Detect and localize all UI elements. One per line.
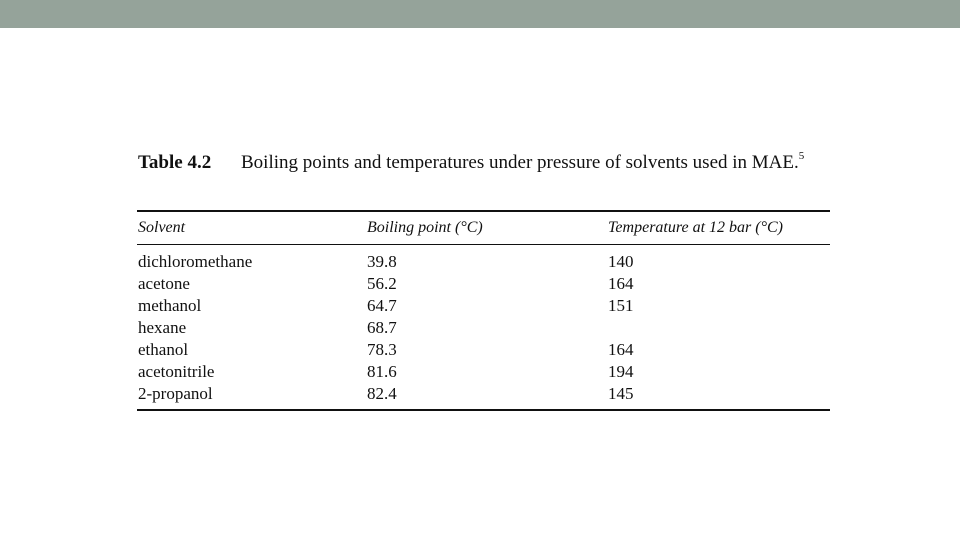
cell-solvent: methanol: [138, 296, 202, 315]
cell-solvent: acetone: [138, 274, 190, 293]
header-temperature-12-bar: Temperature at 12 bar (°C): [608, 219, 783, 236]
table-header-rule: [137, 244, 830, 245]
table-header-row: [137, 216, 830, 240]
cell-temperature: 145: [608, 384, 634, 403]
table-bottom-rule: [137, 409, 830, 411]
table-row: [137, 383, 830, 405]
cell-solvent: acetonitrile: [138, 362, 215, 381]
cell-temperature: 164: [608, 274, 634, 293]
header-boiling-point: Boiling point (°C): [367, 219, 483, 236]
cell-solvent: hexane: [138, 318, 187, 337]
table-row: [137, 361, 830, 383]
header-solvent: Solvent: [138, 219, 186, 236]
cell-temperature: 151: [608, 296, 634, 315]
cell-boiling-point: 81.6: [367, 362, 397, 381]
cell-boiling-point: 64.7: [367, 296, 397, 315]
cell-solvent: ethanol: [138, 340, 189, 359]
table-row: [137, 251, 830, 273]
table-top-rule: [137, 210, 830, 212]
table-row: [137, 317, 830, 339]
cell-temperature: 140: [608, 252, 634, 271]
cell-temperature: 164: [608, 340, 634, 359]
footnote-marker: 5: [798, 150, 805, 162]
table-row: [137, 273, 830, 295]
cell-solvent: dichloromethane: [138, 252, 253, 271]
table-row: [137, 295, 830, 317]
caption-label: Table 4.2: [138, 152, 212, 173]
cell-solvent: 2-propanol: [138, 384, 213, 403]
cell-boiling-point: 39.8: [367, 252, 397, 271]
cell-boiling-point: 56.2: [367, 274, 397, 293]
table-row: [137, 339, 830, 361]
cell-temperature: 194: [608, 362, 634, 381]
cell-boiling-point: 68.7: [367, 318, 397, 337]
caption-text: Boiling points and temperatures under pressure of solvents used in MAE.: [241, 152, 799, 173]
top-banner: [0, 0, 960, 28]
cell-boiling-point: 78.3: [367, 340, 397, 359]
solvent-table: [137, 210, 830, 411]
cell-boiling-point: 82.4: [367, 384, 397, 403]
caption-text-block: [241, 151, 841, 175]
